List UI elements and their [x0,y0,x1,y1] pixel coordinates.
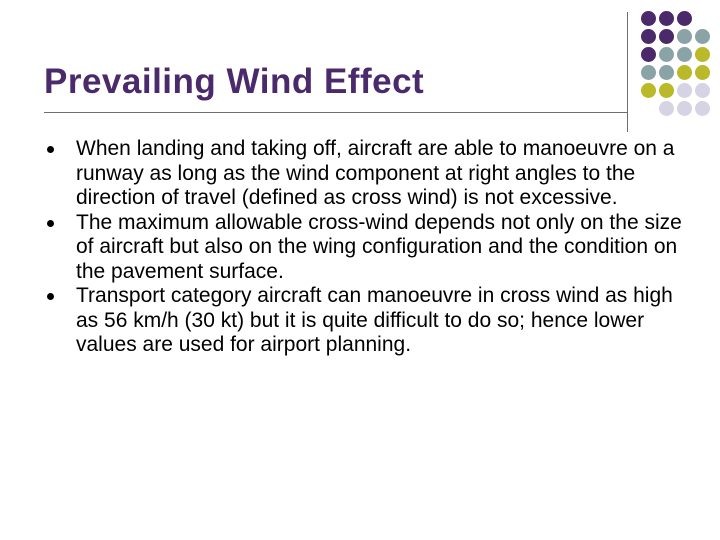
decorative-dot [659,65,674,80]
decorative-dot [677,29,692,44]
decorative-dot [659,47,674,62]
decorative-dot [659,83,674,98]
slide-title: Prevailing Wind Effect [44,62,425,101]
decorative-dot [641,29,656,44]
bullet-dot-icon [47,220,54,227]
decorative-dot [695,83,710,98]
decorative-dot [641,83,656,98]
decorative-dot [641,11,656,26]
vertical-divider [627,12,628,132]
decorative-dot [695,101,710,116]
bullet-text: When landing and taking off, aircraft are able to manoeuvre on a runway as long as the wind component at right angles to the direction of travel (defined as cross wind) is not excessive. [76,137,675,209]
bullet-dot-icon [47,146,54,153]
bullet-text: The maximum allowable cross-wind depends not only on the size of aircraft but also on the wing configuration and the condition on the pavement surface. [76,210,682,283]
decorative-dot [677,11,692,26]
decorative-dot [659,29,674,44]
decorative-dot [659,101,674,116]
decorative-dot [659,11,674,26]
bullet-dot-icon [47,293,54,300]
bullet-list [44,137,684,358]
decorative-dot [641,47,656,62]
bullet-text: Transport category aircraft can manoeuvre in cross wind as high as 56 km/h (30 kt) but it is quite difficult to do so; hence lower values are used for airport planning. [76,284,673,356]
bullet-item [44,211,684,285]
decorative-dot [677,65,692,80]
decorative-dot [641,65,656,80]
decorative-dot [695,47,710,62]
decorative-dot [677,101,692,116]
decorative-dot [677,47,692,62]
decorative-dot [695,65,710,80]
decorative-dot [695,29,710,44]
title-underline [44,112,628,113]
decorative-dot [677,83,692,98]
bullet-item [44,284,684,358]
bullet-item [44,137,684,211]
